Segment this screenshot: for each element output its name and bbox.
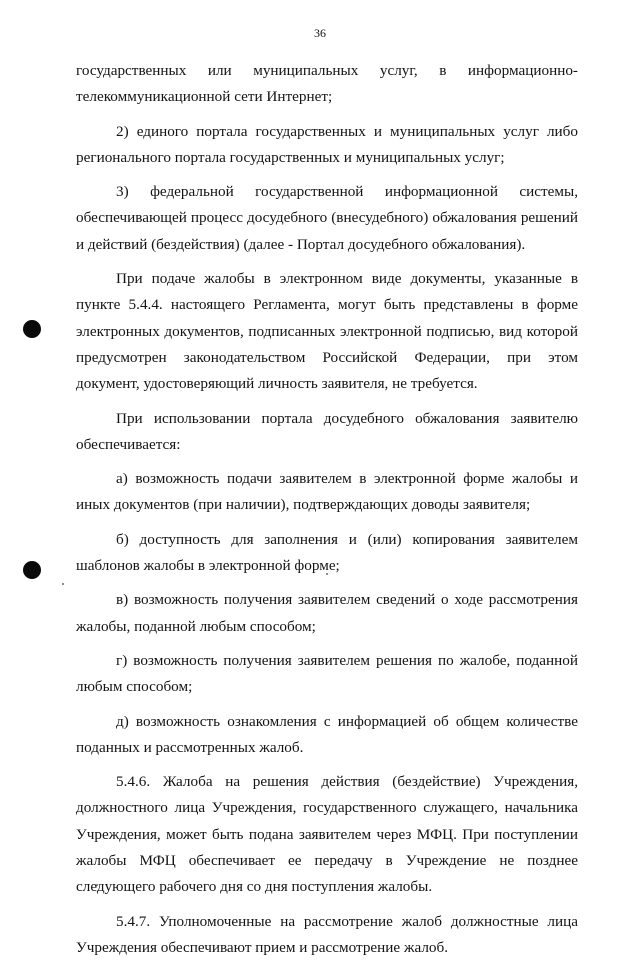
paragraph: 2) единого портала государственных и муниципальных услуг либо регионального портала государственных и муниципальных услуг; xyxy=(76,122,578,166)
paragraph: 5.4.6. Жалоба на решения действия (бездействие) Учреждения, должностного лица Учреждения, государственного служащего, начальника Учреждения, может быть подана заявителем через МФЦ. При поступлении жалобы МФЦ обеспечивает ее передачу в Учреждение не позднее следующего рабочего дня со дня поступления жалобы. xyxy=(76,773,578,896)
paragraph: 5.4.7. Уполномоченные на рассмотрение жалоб должностные лица Учреждения обеспечивают прием и рассмотрение жалоб. xyxy=(76,912,578,956)
paragraph: 3) федеральной государственной информационной системы, обеспечивающей процесс досудебного (внесудебного) обжалования решений и действий (бездействия) (далее - Портал досудебного обжалования). xyxy=(76,183,578,253)
list-item: д) возможность ознакомления с информацией об общем количестве поданных и рассмотренных жалоб. xyxy=(76,712,578,756)
scan-speck xyxy=(62,583,64,585)
paragraph: государственных или муниципальных услуг, в информационно-телекоммуникационной сети Интернет; xyxy=(76,62,578,106)
paragraph: При использовании портала досудебного обжалования заявителю обеспечивается: xyxy=(76,409,578,453)
list-item: г) возможность получения заявителем решения по жалобе, поданной любым способом; xyxy=(76,651,578,696)
document-body xyxy=(76,58,578,969)
punch-hole-top xyxy=(23,320,41,338)
paragraph: При подаче жалобы в электронном виде документы, указанные в пункте 5.4.4. настоящего Регламента, могут быть представлены в форме электронных документов, подписанных электронной подписью, вид которой предусмотрен законодательством Российской Федерации, при этом документ, удостоверяющий личность заявителя, не требуется. xyxy=(76,270,578,393)
list-item: в) возможность получения заявителем сведений о ходе рассмотрения жалобы, поданной любым способом; xyxy=(76,591,578,635)
page-number: 36 xyxy=(314,26,326,40)
punch-hole-bottom xyxy=(23,561,41,579)
list-item: б) доступность для заполнения и (или) копирования заявителем шаблонов жалобы в электронной форме; xyxy=(76,530,578,575)
list-item: а) возможность подачи заявителем в электронной форме жалобы и иных документов (при наличии), подтверждающих доводы заявителя; xyxy=(76,470,578,514)
